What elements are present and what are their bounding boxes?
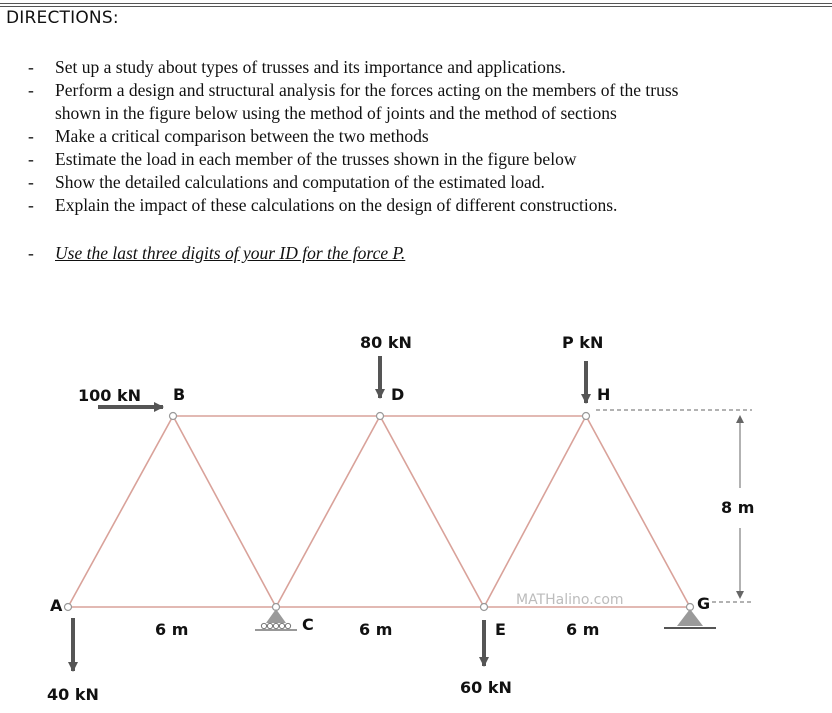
joint-d-pin bbox=[377, 413, 384, 420]
member-ab bbox=[68, 416, 173, 607]
joint-e-pin bbox=[481, 604, 488, 611]
direction-text: Show the detailed calculations and computation of the estimated load. bbox=[55, 172, 545, 192]
joint-label-e: E bbox=[495, 620, 506, 639]
member-bc bbox=[173, 416, 276, 607]
roller-support-c bbox=[255, 609, 297, 630]
joint-label-c: C bbox=[302, 615, 314, 634]
member-de bbox=[380, 416, 484, 607]
joint-label-h: H bbox=[597, 385, 611, 404]
joint-label-a: A bbox=[50, 596, 63, 615]
bullet-dash: - bbox=[28, 195, 34, 215]
joint-a-pin bbox=[65, 604, 72, 611]
dimension-label-height: 8 m bbox=[721, 498, 755, 517]
direction-text: Estimate the load in each member of the trusses shown in the figure below bbox=[55, 149, 577, 169]
joint-b-pin bbox=[170, 413, 177, 420]
load-label-80kn: 80 kN bbox=[360, 333, 412, 352]
bullet-dash: - bbox=[28, 172, 34, 192]
dimension-label-span-1: 6 m bbox=[155, 620, 189, 639]
id-note-text: Use the last three digits of your ID for the force P. bbox=[55, 243, 406, 263]
direction-text: Explain the impact of these calculations on the design of different constructions. bbox=[55, 195, 618, 215]
joint-label-b: B bbox=[173, 385, 186, 404]
dimension-label-span-3: 6 m bbox=[566, 620, 600, 639]
joint-label-g: G bbox=[697, 594, 711, 613]
bullet-dash: - bbox=[28, 57, 34, 77]
bullet-dash: - bbox=[28, 149, 34, 169]
bullet-dash: - bbox=[28, 126, 34, 146]
load-label-100kn: 100 kN bbox=[78, 386, 141, 405]
load-label-60kn: 60 kN bbox=[460, 678, 512, 697]
direction-text: Set up a study about types of trusses and its importance and applications. bbox=[55, 57, 566, 77]
load-label-40kn: 40 kN bbox=[47, 685, 99, 704]
direction-text: Perform a design and structural analysis for the forces acting on the members of the truss bbox=[55, 80, 679, 100]
member-cd bbox=[276, 416, 380, 607]
watermark: MATHalino.com bbox=[516, 592, 624, 608]
truss-members bbox=[68, 416, 690, 607]
bullet-dash: - bbox=[28, 80, 34, 100]
joint-h-pin bbox=[583, 413, 590, 420]
joint-label-d: D bbox=[391, 385, 405, 404]
direction-text: shown in the figure below using the method of joints and the method of sections bbox=[55, 103, 617, 123]
page-title: DIRECTIONS: bbox=[6, 8, 119, 28]
member-hg bbox=[586, 416, 690, 607]
load-label-p: P kN bbox=[562, 333, 604, 352]
direction-text: Make a critical comparison between the two methods bbox=[55, 126, 429, 146]
member-eh bbox=[484, 416, 586, 607]
bullet-dash: - bbox=[28, 243, 34, 263]
dimension-label-span-2: 6 m bbox=[359, 620, 393, 639]
